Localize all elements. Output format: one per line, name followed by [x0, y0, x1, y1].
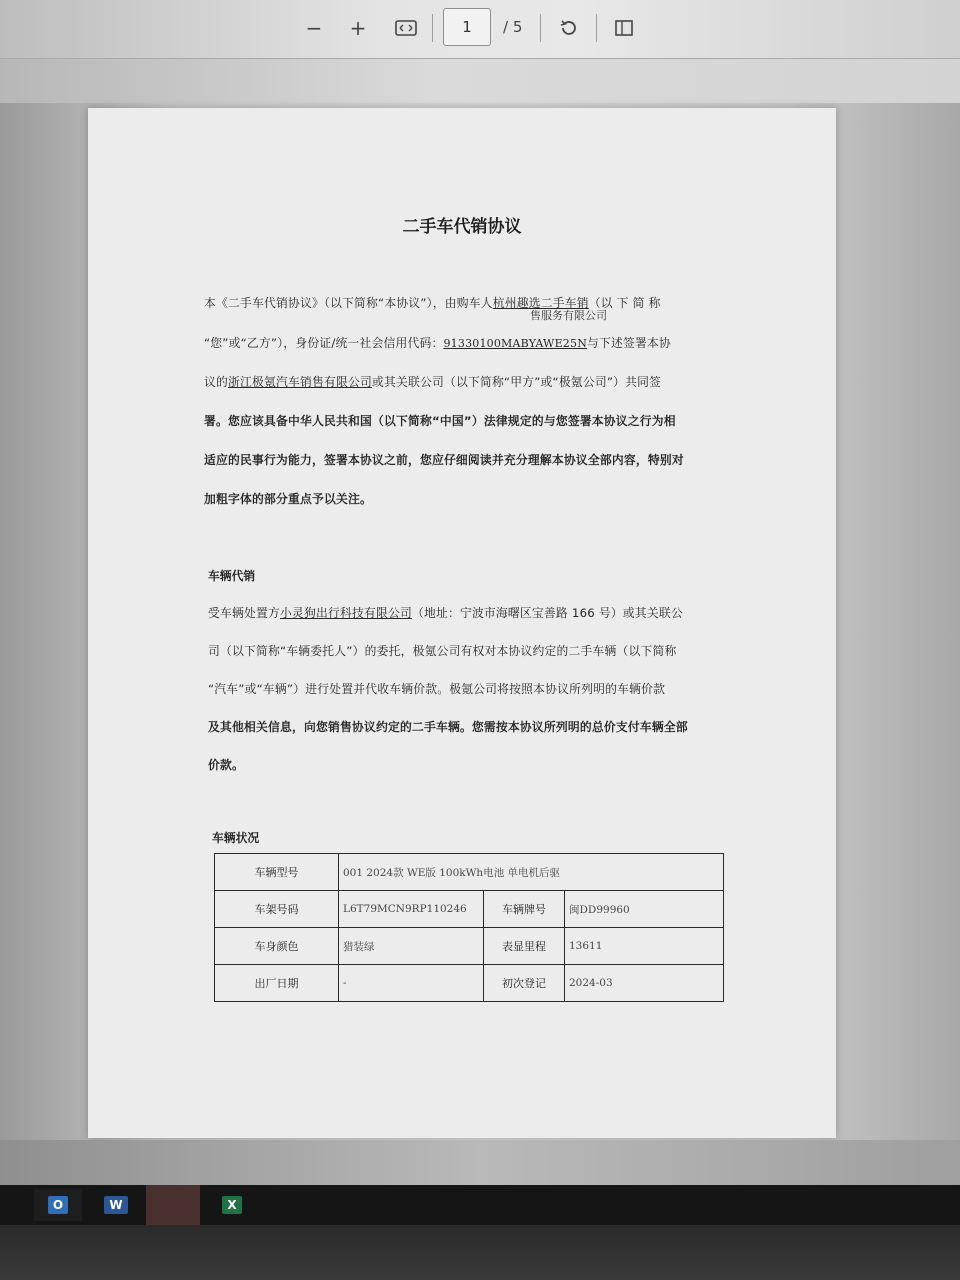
- plate-value: 闽DD99960: [565, 891, 724, 928]
- viewer-subbar: [0, 59, 960, 103]
- mileage-label: 表显里程: [484, 928, 565, 965]
- zoom-in-button[interactable]: [344, 14, 372, 42]
- active-taskbar-app[interactable]: [146, 1185, 200, 1225]
- document-title: 二手车代销协议: [402, 217, 522, 237]
- section-heading-consignment: 车辆代销: [208, 569, 256, 583]
- fit-page-button[interactable]: [392, 14, 420, 42]
- page-total: / 5: [503, 18, 523, 36]
- consign-line-4: 及其他相关信息，向您销售协议约定的二手车辆。您需按本协议所列明的总价支付车辆全部: [208, 720, 688, 734]
- word-taskbar-app[interactable]: [92, 1189, 140, 1221]
- first-reg-value: 2024-03: [565, 965, 724, 1002]
- rotate-icon: [559, 18, 579, 38]
- fit-page-icon: [395, 20, 417, 36]
- buyer-company: 杭州趣选二手车销: [492, 296, 589, 310]
- section-heading-vehicle: 车辆状况: [212, 831, 260, 845]
- table-row: [215, 891, 724, 928]
- table-row: [215, 854, 724, 891]
- intro-line-2: “您”或“乙方”），身份证/统一社会信用代码：91330100MABYAWE25N与下述签署本协: [204, 336, 672, 350]
- model-value: 001 2024款 WE版 100kWh电池 单电机后驱: [339, 854, 724, 891]
- toolbar-divider: [432, 14, 433, 42]
- model-label: 车辆型号: [215, 854, 339, 891]
- pdf-page: [88, 108, 836, 1138]
- zoom-out-button[interactable]: [300, 14, 328, 42]
- vin-value: L6T79MCN9RP110246: [339, 891, 484, 928]
- intro-line-4: 署。您应该具备中华人民共和国（以下简称“中国”）法律规定的与您签署本协议之行为相: [204, 414, 676, 428]
- mfg-date-label: 出厂日期: [215, 965, 339, 1002]
- taskbar: [0, 1185, 960, 1225]
- table-row: [215, 928, 724, 965]
- excel-taskbar-app[interactable]: [208, 1189, 256, 1221]
- consign-line-3: “汽车”或“车辆”）进行处置并代收车辆价款。极氪公司将按照本协议所列明的车辆价款: [208, 682, 666, 696]
- vehicle-info-table: [214, 853, 724, 1002]
- first-reg-label: 初次登记: [484, 965, 565, 1002]
- page-view-button[interactable]: [610, 14, 638, 42]
- pdf-toolbar: [0, 0, 960, 59]
- consign-line-2: 司（以下简称“车辆委托人”）的委托，极氪公司有权对本协议约定的二手车辆（以下简称: [208, 644, 677, 658]
- outlook-icon: O: [48, 1196, 68, 1214]
- table-row: [215, 965, 724, 1002]
- mileage-value: 13611: [565, 928, 724, 965]
- intro-line-6: 加粗字体的部分重点予以关注。: [204, 492, 372, 506]
- monitor-bezel: [0, 1225, 960, 1280]
- mfg-date-value: -: [339, 965, 484, 1002]
- page-number-input[interactable]: [443, 8, 491, 46]
- plate-label: 车辆牌号: [484, 891, 565, 928]
- seller-company: 浙江极氪汽车销售有限公司: [228, 375, 372, 389]
- word-icon: W: [104, 1196, 127, 1214]
- intro-line-1: 本《二手车代销协议》（以下简称“本协议”），由购车人杭州趣选二手车销（以 下 简 称: [204, 296, 661, 310]
- credit-code: 91330100MABYAWE25N: [443, 337, 588, 350]
- intro-line-3: 议的浙江极氪汽车销售有限公司或其关联公司（以下简称“甲方”或“极氪公司”）共同签: [204, 375, 662, 389]
- outlook-taskbar-app[interactable]: [34, 1189, 82, 1221]
- disposer-company: 小灵狗出行科技有限公司: [279, 606, 412, 620]
- consign-line-1: 受车辆处置方小灵狗出行科技有限公司（地址：宁波市海曙区宝善路 166 号）或其关联公: [208, 606, 683, 620]
- page-view-icon: [614, 19, 634, 37]
- color-label: 车身颜色: [215, 928, 339, 965]
- toolbar-divider: [540, 14, 541, 42]
- minus-icon: −: [305, 16, 323, 40]
- excel-icon: X: [222, 1196, 241, 1214]
- toolbar-divider: [596, 14, 597, 42]
- buyer-company-cont: 售服务有限公司: [530, 309, 607, 322]
- intro-line-5: 适应的民事行为能力，签署本协议之前，您应仔细阅读并充分理解本协议全部内容，特别对: [204, 453, 684, 467]
- vin-label: 车架号码: [215, 891, 339, 928]
- viewer-bottom-area: [0, 1140, 960, 1185]
- rotate-button[interactable]: [555, 14, 583, 42]
- color-value: 猎装绿: [339, 928, 484, 965]
- consign-line-5: 价款。: [208, 758, 244, 772]
- plus-icon: +: [349, 16, 367, 40]
